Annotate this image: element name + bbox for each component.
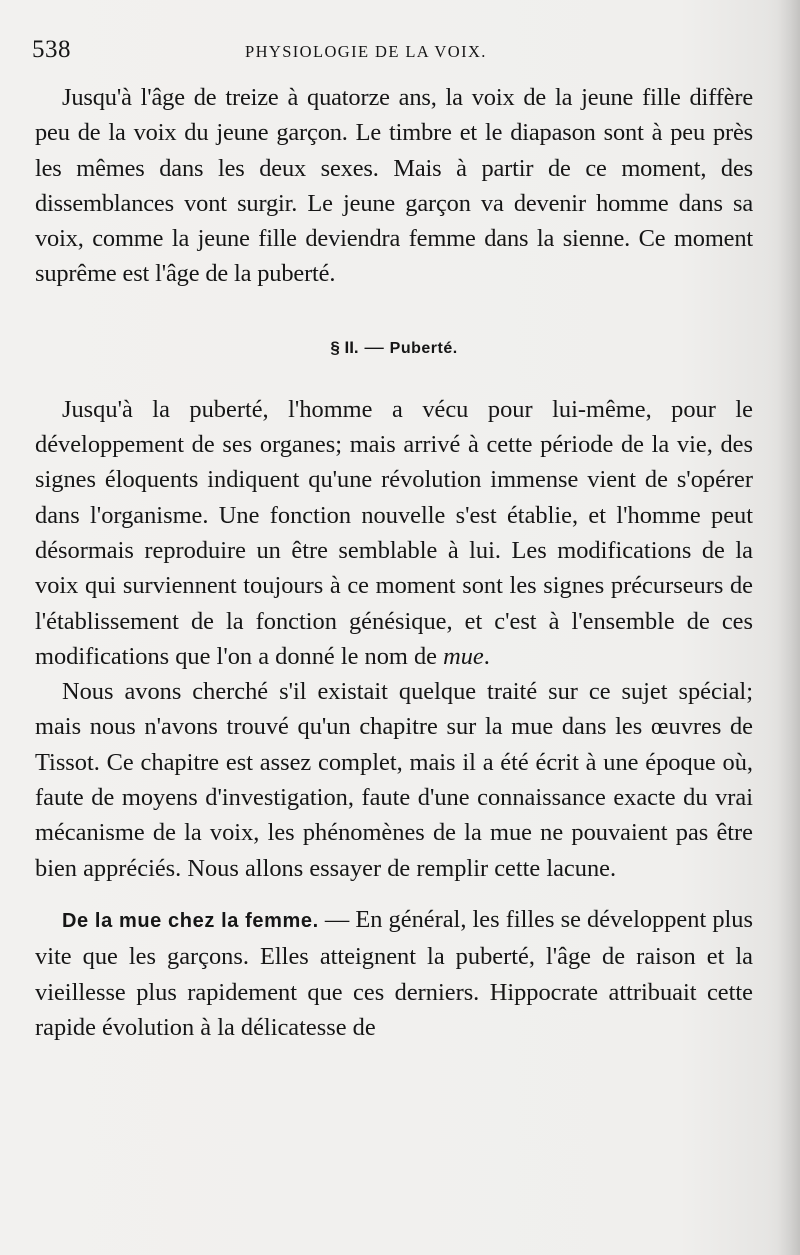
paragraph-voix-jeune-fille: Jusqu'à l'âge de treize à quatorze ans, la voix de la jeune fille diffère peu de la voix du jeune garçon. Le timbre et le diapason sont à peu près les mêmes dans les deux sexes. Mais à partir de ce moment, des dissemblances vont surgir. Le jeune garçon va devenir homme dans sa voix, comme la jeune fille deviendra femme dans la sienne. Ce moment suprême est l'âge de la puberté. — [35, 84, 753, 288]
page-edge-shadow — [778, 0, 800, 1255]
section-heading — [35, 292, 753, 392]
italic-term-mue: mue — [443, 642, 484, 670]
running-title: PHYSIOLOGIE DE LA VOIX. — [245, 42, 487, 61]
section-separator: — — [364, 336, 384, 358]
page-number: 538 — [32, 36, 71, 63]
page-body — [35, 80, 753, 1045]
paragraph-puberte-end: . — [483, 642, 490, 670]
running-head — [32, 34, 772, 74]
section-title: Puberté. — [389, 339, 458, 357]
section-number: § II. — [330, 337, 359, 357]
paragraph-puberte-text: Jusqu'à la puberté, l'homme a vécu pour lui-même, pour le développement de ses organes; mais arrivé à cette période de la vie, des signes éloquents indiquent qu'une révolution immense vient de s'opérer dans l'organisme. Une fonction nouvelle s'est établie, et l'homme peut désormais reproduire un être semblable à lui. Les modifications de la voix qui surviennent toujours à ce moment sont les signes précurseurs de l'établissement de la fonction génésique, et c'est à l'ensemble de ces modifications que l'on a donné le nom de — [35, 395, 753, 670]
paragraph-mue-femme-text: — En général, les filles se développent plus vite que les garçons. Elles atteignent la puberté, l'âge de raison et la vieillesse plus rapidement que ces derniers. Hippocrate attribuait cette rapide évolution à la délicatesse de — [35, 905, 753, 1041]
paragraph-mue-femme — [35, 902, 753, 1045]
paragraph-traite-tissot: Nous avons cherché s'il existait quelque traité sur ce sujet spécial; mais nous n'avons trouvé qu'un chapitre sur la mue dans les œuvres de Tissot. Ce chapitre est assez complet, mais il a été écrit à une époque où, faute de moyens d'investigation, faute d'une connaissance exacte du vrai mécanisme de la voix, les phénomènes de la mue ne pouvaient pas être bien appréciés. Nous allons essayer de remplir cette lacune. — [35, 678, 753, 882]
run-in-heading: De la mue chez la femme. — [62, 909, 319, 932]
paragraph-puberte — [35, 392, 753, 674]
